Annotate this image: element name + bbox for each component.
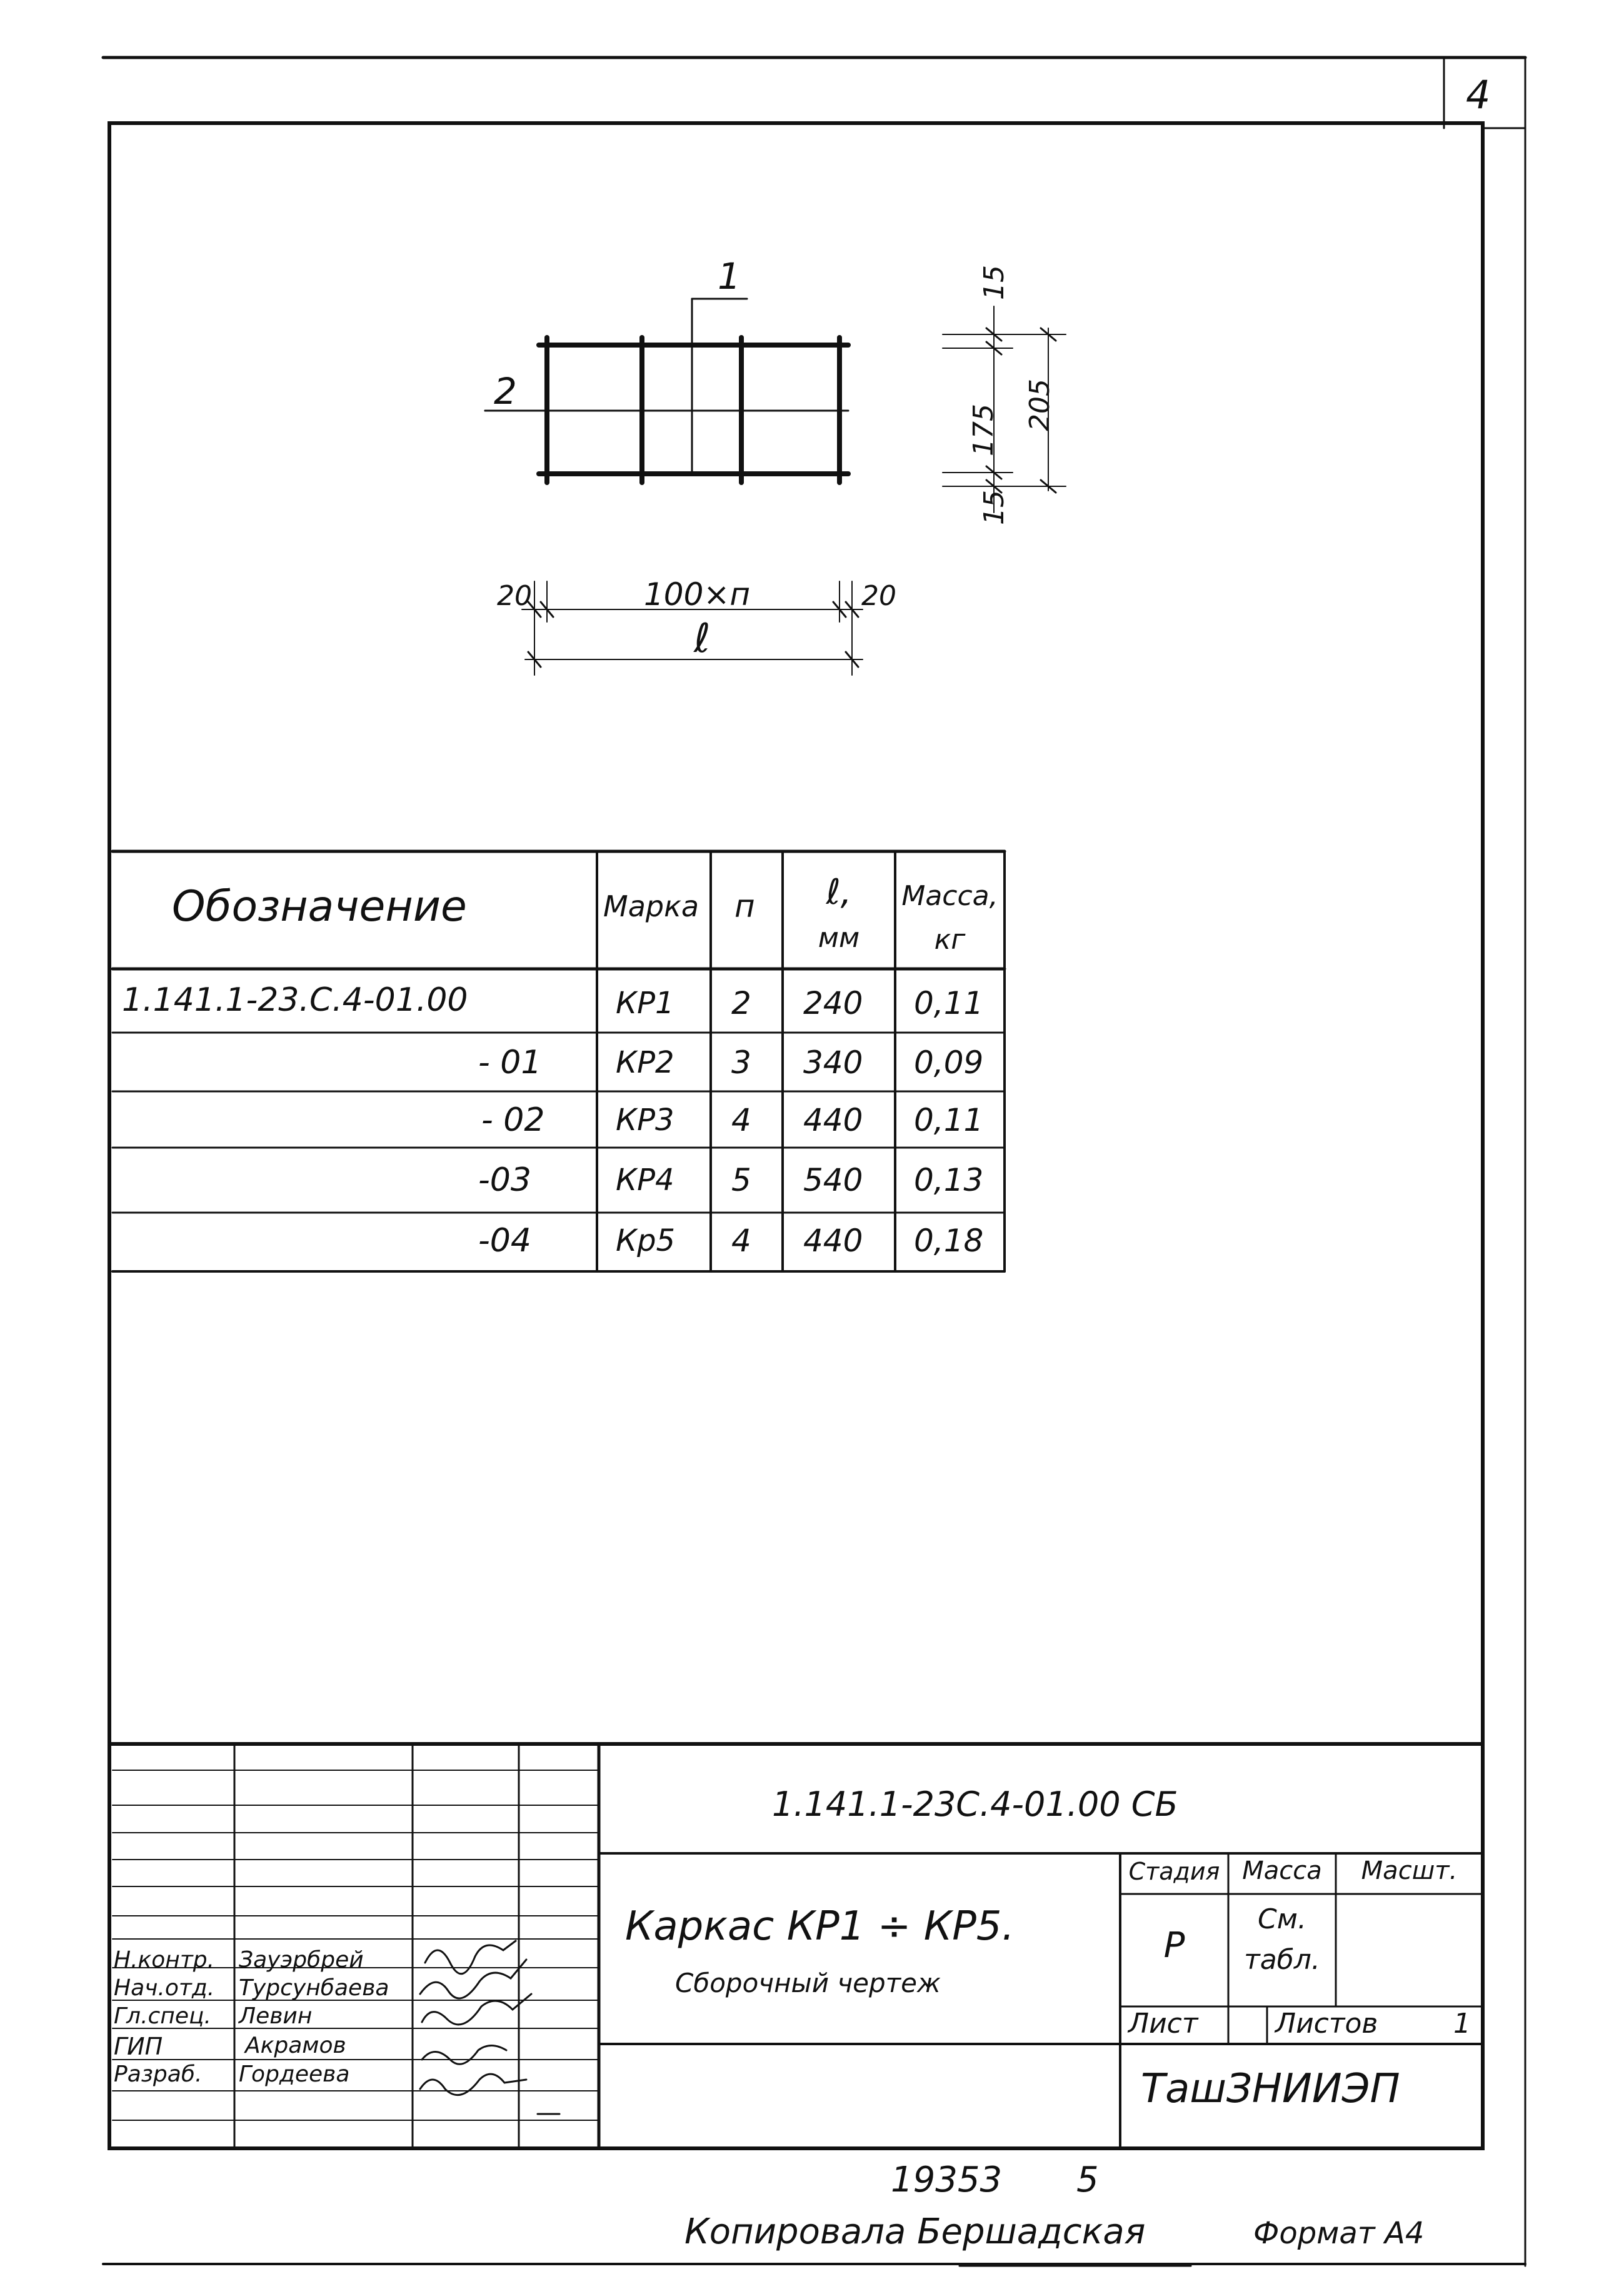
- header-designation: Обозначение: [172, 881, 467, 931]
- signer-name: Зауэрбрей: [239, 1947, 364, 1973]
- row-mark: КР3: [616, 1103, 674, 1138]
- organization: ТашЗНИИЭП: [1141, 2066, 1400, 2112]
- row-mark: КР1: [616, 986, 674, 1021]
- role-label: Разраб.: [114, 2061, 203, 2087]
- header-mark: Марка: [603, 889, 699, 923]
- row-n: 5: [731, 1162, 751, 1198]
- role-label: Гл.спец.: [114, 2003, 211, 2029]
- position-2-label: 2: [494, 370, 517, 413]
- row-designation: -03: [478, 1161, 531, 1199]
- document-subtitle: Сборочный чертеж: [675, 1968, 941, 1998]
- row-mark: КР4: [616, 1163, 674, 1198]
- dim-175: 175: [968, 404, 1000, 456]
- row-n: 4: [731, 1223, 751, 1259]
- signer-name: Гордеева: [239, 2061, 350, 2087]
- header-length-2: мм: [818, 922, 860, 954]
- inventory-number: 19353: [891, 2160, 1003, 2200]
- signer-name: Турсунбаева: [239, 1975, 389, 2001]
- row-n: 3: [731, 1044, 751, 1081]
- position-1-label: 1: [718, 255, 741, 298]
- sheets-label: Листов: [1275, 2008, 1378, 2040]
- row-length: 440: [803, 1223, 863, 1259]
- signature-scribbles: [420, 1941, 559, 2114]
- role-label: Нач.отд.: [114, 1975, 215, 2001]
- row-n: 2: [731, 985, 751, 1021]
- sheet-label: Лист: [1128, 2008, 1198, 2040]
- row-length: 240: [803, 985, 863, 1021]
- header-mass-2: кг: [934, 924, 966, 956]
- row-designation: -04: [478, 1222, 531, 1260]
- dim-15-top: 15: [978, 265, 1010, 300]
- document-name: Каркас КР1 ÷ КР5.: [625, 1903, 1015, 1950]
- row-mark: Кр5: [616, 1223, 676, 1258]
- sheets-value: 1: [1453, 2008, 1471, 2040]
- row-length: 340: [803, 1044, 863, 1081]
- cage-drawing: [485, 299, 848, 483]
- row-mark: КР2: [616, 1045, 674, 1080]
- dim-l: ℓ: [694, 616, 711, 662]
- header-length-1: ℓ,: [826, 872, 852, 913]
- copied-by: Копировала Бершадская: [684, 2211, 1146, 2252]
- header-n: п: [734, 888, 755, 924]
- dim-20-left: 20: [497, 580, 532, 612]
- role-label: Н.контр.: [114, 1947, 215, 1973]
- row-mass: 0,13: [914, 1162, 984, 1198]
- mass-value-2: табл.: [1244, 1944, 1320, 1976]
- stage-value: Р: [1163, 1925, 1185, 1966]
- dim-100n: 100×п: [644, 576, 751, 613]
- row-mass: 0,11: [914, 985, 984, 1021]
- sheet-number: 4: [1466, 72, 1491, 118]
- role-label: ГИП: [114, 2033, 163, 2060]
- row-designation: - 01: [478, 1044, 542, 1081]
- dim-205: 205: [1024, 379, 1056, 431]
- row-mass: 0,18: [914, 1223, 984, 1259]
- row-length: 540: [803, 1162, 863, 1198]
- format-label: Формат А4: [1253, 2216, 1425, 2251]
- signer-name: Акрамов: [245, 2033, 346, 2058]
- scale-label: Масшт.: [1361, 1856, 1458, 1885]
- row-n: 4: [731, 1102, 751, 1138]
- mass-label: Масса: [1242, 1856, 1322, 1885]
- stage-label: Стадия: [1128, 1858, 1220, 1885]
- document-code: 1.141.1-23С.4-01.00 СБ: [772, 1785, 1178, 1824]
- row-length: 440: [803, 1102, 863, 1138]
- row-designation: - 02: [481, 1101, 545, 1139]
- inventory-sheet: 5: [1076, 2160, 1099, 2200]
- header-mass-1: Масса,: [901, 880, 998, 912]
- row-mass: 0,11: [914, 1102, 984, 1138]
- row-mass: 0,09: [914, 1044, 984, 1081]
- main-frame: [109, 123, 1483, 2148]
- signer-name: Левин: [239, 2003, 313, 2029]
- dim-20-right: 20: [861, 580, 896, 612]
- row-designation: 1.141.1-23.С.4-01.00: [122, 981, 468, 1019]
- dim-15-bottom: 15: [978, 490, 1010, 525]
- mass-value-1: См.: [1258, 1903, 1306, 1935]
